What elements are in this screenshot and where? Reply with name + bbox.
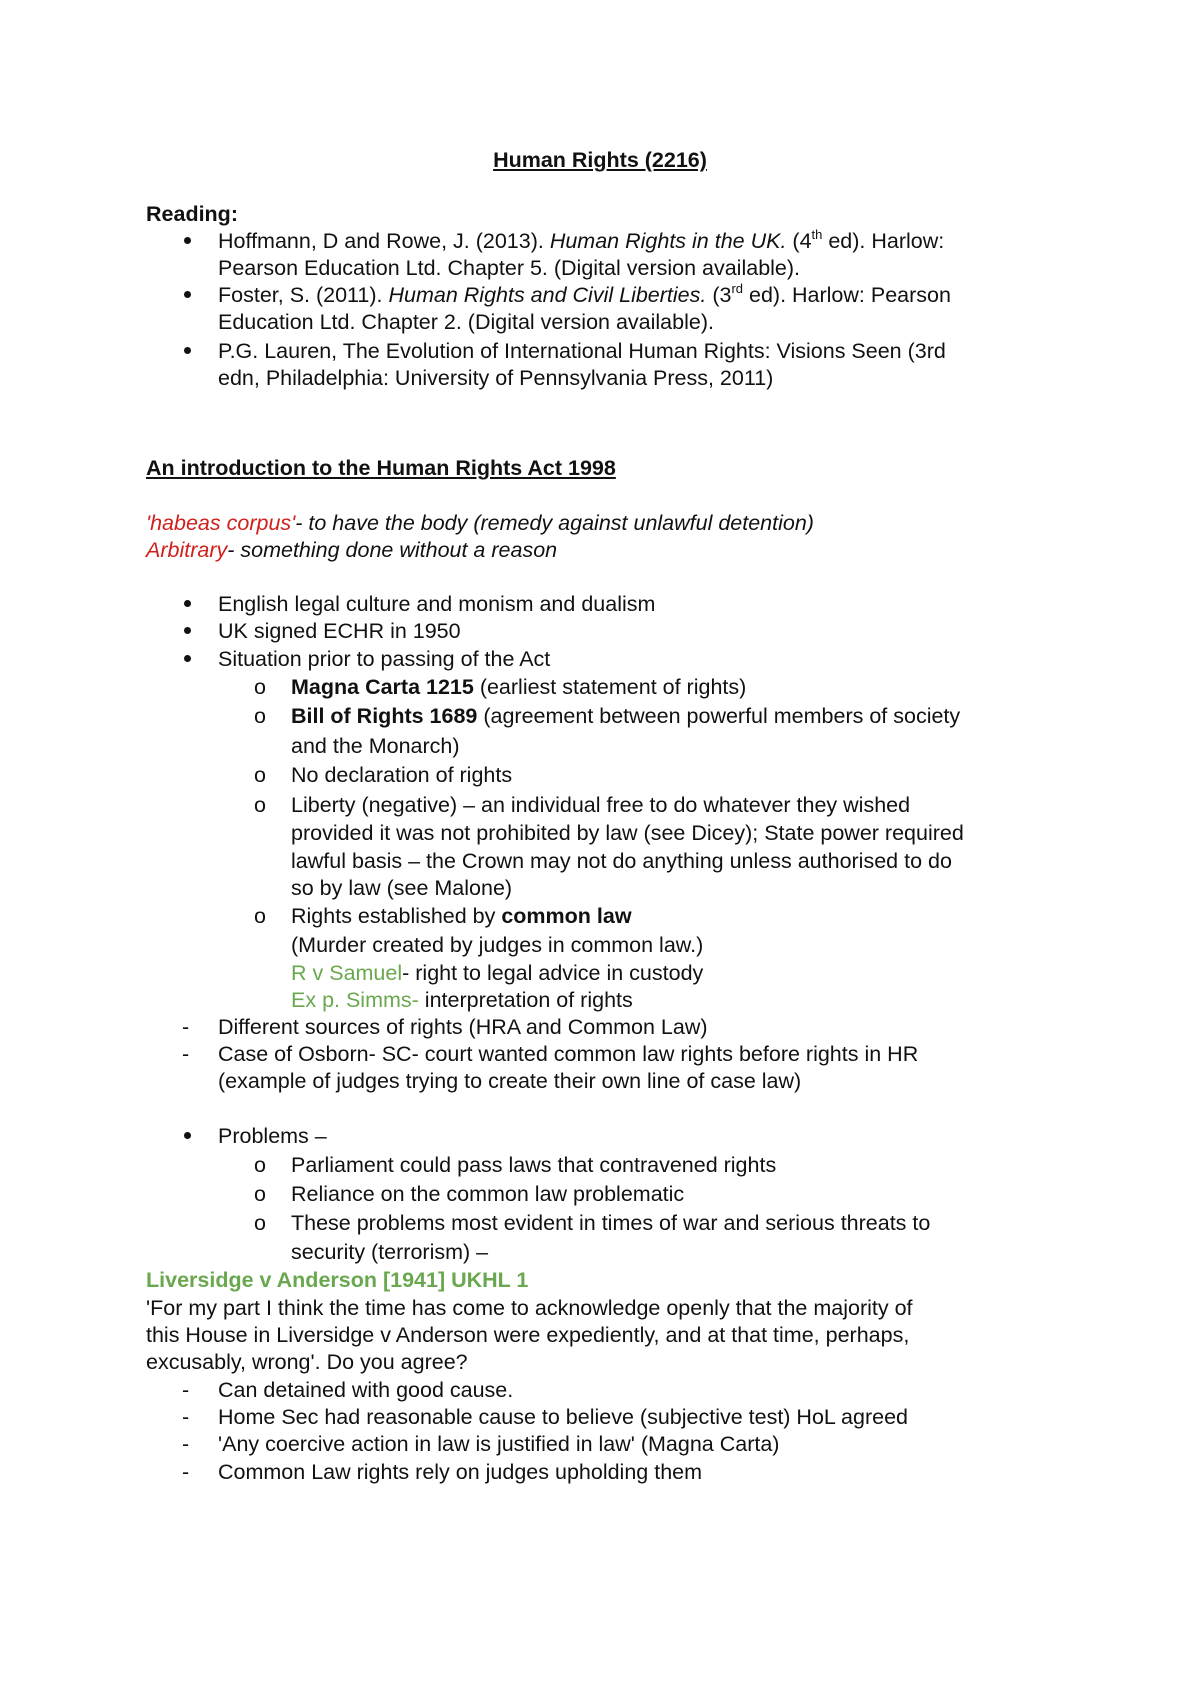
sub-bullet-icon: o <box>254 704 266 728</box>
bullet-icon <box>184 347 191 354</box>
problem-item: Reliance on the common law problematic <box>291 1182 685 1206</box>
reading-heading: Reading: <box>146 202 238 226</box>
case-quote: 'For my part I think the time has come to acknowledge openly that the majority of <box>146 1296 913 1320</box>
case-r-v-samuel: R v Samuel- right to legal advice in custody <box>291 961 704 985</box>
bullet-icon <box>184 291 191 298</box>
sub-item-murder-note: (Murder created by judges in common law.) <box>291 933 704 957</box>
problem-item: These problems most evident in times of war and serious threats to <box>291 1211 931 1235</box>
case-quote: this House in Liversidge v Anderson were expediently, and at that time, perhaps, <box>146 1323 910 1347</box>
dash-item: Different sources of rights (HRA and Common Law) <box>218 1015 708 1039</box>
case-title: Liversidge v Anderson [1941] UKHL 1 <box>146 1268 529 1292</box>
sub-item-magna-carta: Magna Carta 1215 (earliest statement of rights) <box>291 675 747 699</box>
dash-icon: - <box>182 1015 190 1039</box>
definition-arbitrary: Arbitrary- something done without a reason <box>146 538 558 562</box>
bullet-icon <box>184 237 191 244</box>
page-title: Human Rights (2216) <box>493 148 707 172</box>
bullet-icon <box>184 1132 191 1139</box>
sub-item-common-law: Rights established by common law <box>291 904 632 928</box>
dash-item-cont: (example of judges trying to create their own line of case law) <box>218 1069 802 1093</box>
bullet-icon <box>184 600 191 607</box>
reading-item-3-cont: edn, Philadelphia: University of Pennsylvania Press, 2011) <box>218 366 774 390</box>
sub-bullet-icon: o <box>254 904 266 928</box>
bullet-icon <box>184 655 191 662</box>
list-item: English legal culture and monism and dualism <box>218 592 656 616</box>
dash-icon: - <box>182 1405 190 1429</box>
case-ex-p-simms: Ex p. Simms- interpretation of rights <box>291 988 633 1012</box>
list-item: Situation prior to passing of the Act <box>218 647 551 671</box>
list-item: UK signed ECHR in 1950 <box>218 619 461 643</box>
sub-item-bill-of-rights: Bill of Rights 1689 (agreement between powerful members of society <box>291 704 961 728</box>
problem-item-cont: security (terrorism) – <box>291 1240 489 1264</box>
sub-bullet-icon: o <box>254 1211 266 1235</box>
sub-bullet-icon: o <box>254 675 266 699</box>
dash-icon: - <box>182 1432 190 1456</box>
reading-item-2-cont: Education Ltd. Chapter 2. (Digital version available). <box>218 310 714 334</box>
dash-icon: - <box>182 1042 190 1066</box>
definition-habeas-corpus: 'habeas corpus'- to have the body (remedy against unlawful detention) <box>146 511 814 535</box>
reading-item-3: P.G. Lauren, The Evolution of International Human Rights: Visions Seen (3rd <box>218 339 946 363</box>
reading-item-2: Foster, S. (2011). Human Rights and Civil Liberties. (3rd ed). Harlow: Pearson <box>218 280 951 307</box>
dash-item: Case of Osborn- SC- court wanted common law rights before rights in HR <box>218 1042 919 1066</box>
sub-item-liberty-cont: lawful basis – the Crown may not do anything unless authorised to do <box>291 849 952 873</box>
case-point: 'Any coercive action in law is justified in law' (Magna Carta) <box>218 1432 780 1456</box>
case-point: Common Law rights rely on judges upholding them <box>218 1460 703 1484</box>
sub-bullet-icon: o <box>254 1153 266 1177</box>
reading-item-1-cont: Pearson Education Ltd. Chapter 5. (Digital version available). <box>218 256 801 280</box>
sub-item-liberty-cont: so by law (see Malone) <box>291 876 513 900</box>
problem-item: Parliament could pass laws that contravened rights <box>291 1153 777 1177</box>
sub-bullet-icon: o <box>254 793 266 817</box>
sub-item-no-declaration: No declaration of rights <box>291 763 513 787</box>
section-heading: An introduction to the Human Rights Act 1998 <box>146 456 616 480</box>
bullet-icon <box>184 627 191 634</box>
reading-item-1: Hoffmann, D and Rowe, J. (2013). Human Rights in the UK. (4th ed). Harlow: <box>218 226 945 253</box>
sub-item-bill-of-rights-cont: and the Monarch) <box>291 734 460 758</box>
case-point: Can detained with good cause. <box>218 1378 514 1402</box>
case-quote: excusably, wrong'. Do you agree? <box>146 1350 468 1374</box>
dash-icon: - <box>182 1378 190 1402</box>
case-point: Home Sec had reasonable cause to believe (subjective test) HoL agreed <box>218 1405 908 1429</box>
sub-item-liberty: Liberty (negative) – an individual free to do whatever they wished <box>291 793 911 817</box>
problems-label: Problems – <box>218 1124 327 1148</box>
sub-item-liberty-cont: provided it was not prohibited by law (see Dicey); State power required <box>291 821 964 845</box>
sub-bullet-icon: o <box>254 763 266 787</box>
sub-bullet-icon: o <box>254 1182 266 1206</box>
dash-icon: - <box>182 1460 190 1484</box>
